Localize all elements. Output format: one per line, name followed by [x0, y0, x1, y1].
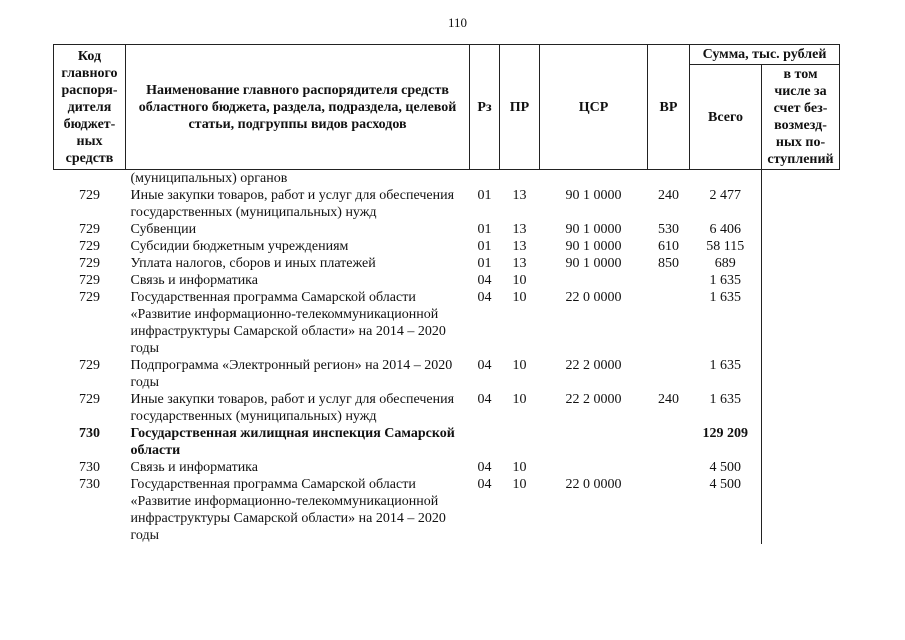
cell-csr: 22 0 0000 — [565, 477, 622, 492]
cell-code: 730 — [79, 460, 100, 475]
header-total: Всего — [690, 65, 762, 170]
cell-total: 129 209 — [702, 426, 748, 441]
cell-name: Иные закупки товаров, работ и услуг для обеспечения государственных (муниципальных) нужд — [130, 392, 455, 424]
cell-rz: 04 — [477, 392, 492, 407]
cell-pr: 13 — [512, 256, 527, 271]
table-row — [54, 459, 840, 476]
cell-csr — [540, 170, 648, 188]
cell-incl — [762, 476, 840, 544]
cell-code: 729 — [79, 188, 100, 203]
table-row — [54, 476, 840, 544]
cell-rz: 01 — [477, 222, 492, 237]
header-code: Код главного распоря-дителя бюджет-ных средств — [54, 45, 126, 170]
budget-table — [53, 44, 840, 544]
table-row — [54, 221, 840, 238]
cell-vr — [648, 425, 690, 459]
page-number: 110 — [448, 15, 468, 30]
cell-rz — [470, 425, 500, 459]
cell-pr: 10 — [512, 477, 527, 492]
cell-name: Государственная программа Самарской области «Развитие информационно-телекоммуникационной инфраструктуры Самарской области» на 2014 – 2020 годы — [130, 290, 446, 356]
cell-pr: 13 — [512, 239, 527, 254]
cell-csr: 90 1 0000 — [565, 256, 622, 271]
cell-csr: 90 1 0000 — [565, 239, 622, 254]
table-row — [54, 272, 840, 289]
header-csr: ЦСР — [540, 45, 648, 170]
header-vr: ВР — [648, 45, 690, 170]
cell-csr — [540, 459, 648, 476]
table-row — [54, 170, 840, 188]
cell-incl — [762, 187, 840, 221]
cell-total: 4 500 — [709, 460, 741, 475]
table-row — [54, 425, 840, 459]
cell-rz: 01 — [477, 239, 492, 254]
cell-rz: 04 — [477, 477, 492, 492]
cell-vr: 240 — [658, 392, 679, 407]
cell-rz: 04 — [477, 273, 492, 288]
cell-total: 689 — [714, 256, 736, 271]
cell-incl — [762, 289, 840, 357]
cell-vr: 610 — [658, 239, 679, 254]
cell-csr — [540, 272, 648, 289]
header-name: Наименование главного распорядителя средств областного бюджета, раздела, подраздела, целевой статьи, подгруппы видов расходов — [126, 45, 470, 170]
cell-total: 1 635 — [709, 290, 741, 305]
cell-pr: 10 — [512, 460, 527, 475]
cell-csr: 22 2 0000 — [565, 392, 622, 407]
header-sum-group: Сумма, тыс. рублей — [690, 45, 840, 65]
cell-csr: 90 1 0000 — [565, 222, 622, 237]
cell-code — [54, 170, 126, 188]
cell-name: Связь и информатика — [130, 460, 258, 475]
cell-name: Государственная программа Самарской области «Развитие информационно-телекоммуникационной инфраструктуры Самарской области» на 2014 – 2020 годы — [130, 477, 446, 543]
cell-code: 729 — [79, 358, 100, 373]
cell-rz: 04 — [477, 460, 492, 475]
cell-rz: 04 — [477, 290, 492, 305]
cell-pr — [500, 425, 540, 459]
table-row — [54, 357, 840, 391]
cell-total: 2 477 — [709, 188, 741, 203]
cell-pr: 13 — [512, 188, 527, 203]
cell-incl — [762, 221, 840, 238]
cell-total: 58 115 — [706, 239, 745, 254]
cell-pr — [500, 170, 540, 188]
cell-pr: 10 — [512, 290, 527, 305]
cell-vr — [648, 272, 690, 289]
table-header — [54, 45, 840, 170]
table-row — [54, 289, 840, 357]
cell-incl — [762, 357, 840, 391]
cell-csr: 22 0 0000 — [565, 290, 622, 305]
cell-vr: 530 — [658, 222, 679, 237]
cell-rz: 01 — [477, 256, 492, 271]
cell-pr: 10 — [512, 273, 527, 288]
cell-csr: 22 2 0000 — [565, 358, 622, 373]
cell-name: Субсидии бюджетным учреждениям — [130, 239, 349, 254]
cell-rz — [470, 170, 500, 188]
cell-pr: 10 — [512, 392, 527, 407]
cell-incl — [762, 170, 840, 188]
cell-vr — [648, 459, 690, 476]
cell-incl — [762, 272, 840, 289]
cell-code: 729 — [79, 290, 100, 305]
cell-incl — [762, 425, 840, 459]
cell-csr: 90 1 0000 — [565, 188, 622, 203]
header-pr: ПР — [500, 45, 540, 170]
cell-vr — [648, 357, 690, 391]
cell-total: 4 500 — [709, 477, 741, 492]
cell-code: 729 — [79, 222, 100, 237]
cell-code: 730 — [79, 426, 100, 441]
cell-rz: 01 — [477, 188, 492, 203]
cell-pr: 13 — [512, 222, 527, 237]
cell-vr: 850 — [658, 256, 679, 271]
table-row — [54, 187, 840, 221]
table-body — [54, 170, 840, 545]
cell-vr — [648, 476, 690, 544]
cell-code: 730 — [79, 477, 100, 492]
cell-incl — [762, 255, 840, 272]
table-row — [54, 238, 840, 255]
cell-name: Связь и информатика — [130, 273, 258, 288]
cell-name: Иные закупки товаров, работ и услуг для обеспечения государственных (муниципальных) нужд — [130, 188, 455, 220]
header-rz: Рз — [470, 45, 500, 170]
cell-name: (муниципальных) органов — [130, 171, 288, 186]
cell-rz: 04 — [477, 358, 492, 373]
cell-incl — [762, 238, 840, 255]
cell-name: Государственная жилищная инспекция Самарской области — [130, 426, 455, 458]
cell-incl — [762, 391, 840, 425]
cell-name: Подпрограмма «Электронный регион» на 2014 – 2020 годы — [130, 358, 453, 390]
cell-vr — [648, 170, 690, 188]
header-incl: в том числе за счет без-возмезд-ных по-ступлений — [762, 65, 840, 170]
cell-name: Уплата налогов, сборов и иных платежей — [130, 256, 376, 271]
cell-pr: 10 — [512, 358, 527, 373]
cell-total: 6 406 — [709, 222, 741, 237]
cell-code: 729 — [79, 239, 100, 254]
cell-total: 1 635 — [709, 358, 741, 373]
cell-code: 729 — [79, 392, 100, 407]
cell-name: Субвенции — [130, 222, 197, 237]
cell-csr — [540, 425, 648, 459]
cell-total: 1 635 — [709, 392, 741, 407]
cell-total — [690, 170, 762, 188]
cell-incl — [762, 459, 840, 476]
cell-vr — [648, 289, 690, 357]
cell-total: 1 635 — [709, 273, 741, 288]
table-row — [54, 391, 840, 425]
cell-vr: 240 — [658, 188, 679, 203]
cell-code: 729 — [79, 273, 100, 288]
cell-code: 729 — [79, 256, 100, 271]
table-row — [54, 255, 840, 272]
